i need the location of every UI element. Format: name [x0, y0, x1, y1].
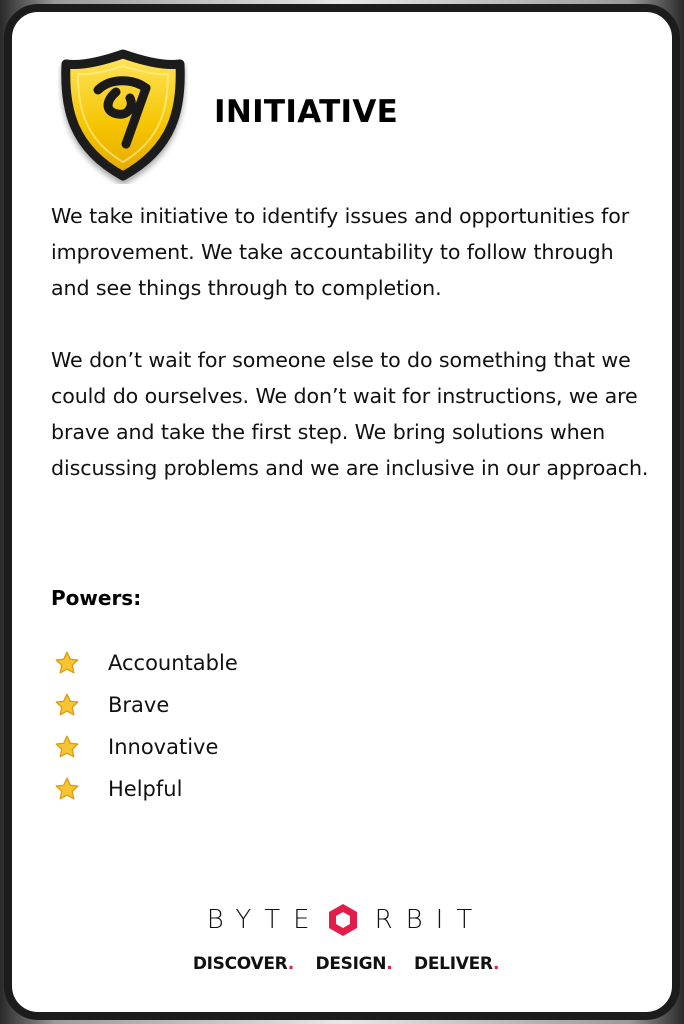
- wordmark-left: BYTE: [206, 905, 323, 935]
- wordmark-right: RBIT: [374, 905, 486, 935]
- description: [51, 198, 651, 486]
- page-title: INITIATIVE: [214, 94, 399, 130]
- star-icon: [54, 650, 80, 676]
- power-label: Innovative: [108, 735, 219, 759]
- powers-heading: Powers:: [51, 586, 142, 610]
- list-item: [54, 768, 238, 810]
- brand-logo: [12, 902, 680, 974]
- power-label: Helpful: [108, 777, 183, 801]
- star-icon: [54, 692, 80, 718]
- description-paragraph: We take initiative to identify issues and opportunities for improvement. We take accountability to follow through and see things through to completion.: [51, 204, 630, 300]
- list-item: [54, 726, 238, 768]
- list-item: [54, 642, 238, 684]
- star-icon: [54, 734, 80, 760]
- shield-7-icon: [58, 48, 188, 184]
- value-card: [4, 4, 680, 1020]
- tagline-word: DESIGN.: [315, 954, 393, 974]
- star-icon: [54, 776, 80, 802]
- list-item: [54, 684, 238, 726]
- hexagon-icon: [325, 902, 361, 938]
- wordmark: [207, 902, 485, 938]
- tagline-word: DISCOVER.: [192, 954, 294, 974]
- power-label: Accountable: [108, 651, 238, 675]
- powers-list: [54, 642, 238, 810]
- description-paragraph: We don’t wait for someone else to do something that we could do ourselves. We don’t wait for instructions, we are brave and take the first step. We bring solutions when discussing problems and we are inclusive in our approach.: [51, 348, 649, 480]
- tagline-word: DELIVER.: [414, 954, 500, 974]
- tagline: [12, 954, 680, 974]
- power-label: Brave: [108, 693, 170, 717]
